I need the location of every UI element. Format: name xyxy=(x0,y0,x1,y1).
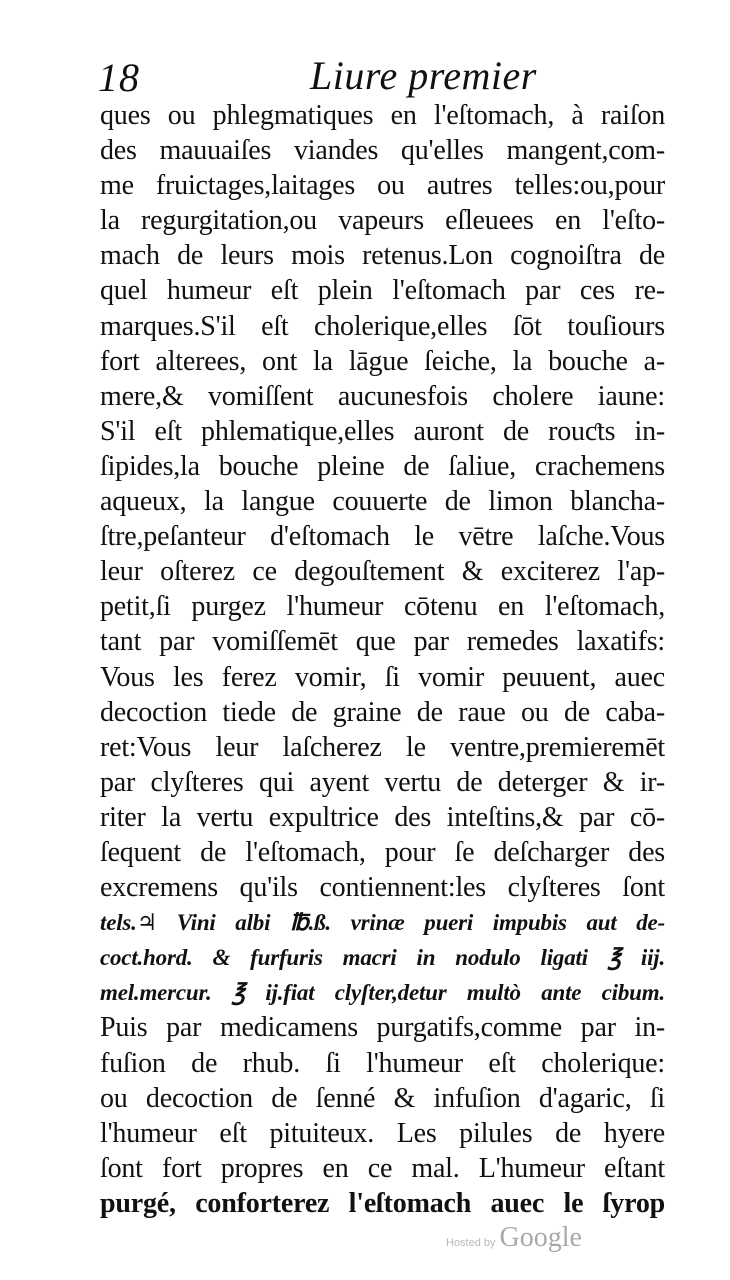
body-text xyxy=(100,98,665,1221)
recipe-line: mel.mercur. ℥ ij.fiat clyſter,detur multò ante cibum. xyxy=(100,980,665,1006)
google-logo: Google xyxy=(499,1222,582,1253)
text-line: purgé, conforterez l'eſtomach auec le ſyrop xyxy=(100,1187,665,1219)
text-line: tant par vomiſſemēt que par remedes laxatifs: xyxy=(100,626,665,658)
text-line: S'il eſt phlematique,elles auront de rouƈts in- xyxy=(100,415,665,447)
text-line: riter la vertu expultrice des inteſtins,& par cō- xyxy=(100,801,665,833)
text-line: fuſion de rhub. ſi l'humeur eſt cholerique: xyxy=(100,1047,665,1079)
text-line: me fruictages,laitages ou autres telles:ou,pour xyxy=(100,170,665,202)
text-line: Puis par medicamens purgatifs,comme par in- xyxy=(100,1012,665,1044)
text-line: la regurgitation,ou vapeurs eſleuees en l'eſto- xyxy=(100,205,665,237)
recipe-line: tels.♃ Vini albi ℔.ß. vrinæ pueri impubis aut de- xyxy=(100,910,665,936)
text-line: ſequent de l'eſtomach, pour ſe deſcharger des xyxy=(100,836,665,868)
text-line: mach de leurs mois retenus.Lon cognoiſtra de xyxy=(100,240,665,272)
text-line: decoction tiede de graine de raue ou de caba- xyxy=(100,696,665,728)
text-line: des mauuaiſes viandes qu'elles mangent,com- xyxy=(100,135,665,167)
text-line: ou decoction de ſenné & infuſion d'agaric, ſi xyxy=(100,1082,665,1114)
text-line: ſipides,la bouche pleine de ſaliue, crachemens xyxy=(100,450,665,482)
text-line: aqueux, la langue couuerte de limon blancha- xyxy=(100,486,665,518)
text-line: ſont fort propres en ce mal. L'humeur eſtant xyxy=(100,1152,665,1184)
page-header xyxy=(98,50,658,100)
text-line: Vous les ferez vomir, ſi vomir peuuent, auec xyxy=(100,661,665,693)
hosted-by-google-watermark xyxy=(446,1222,582,1254)
text-line: leur oſterez ce degouſtement & exciterez l'ap- xyxy=(100,556,665,588)
text-line: ques ou phlegmatiques en l'eſtomach, à raiſon xyxy=(100,100,665,131)
running-title: Liure premier xyxy=(310,53,537,98)
text-line: fort alterees, ont la lāgue ſeiche, la bouche a- xyxy=(100,345,665,377)
text-line: excremens qu'ils contiennent:les clyſteres ſont xyxy=(100,872,665,904)
text-line: mere,& vomiſſent aucunesfois cholere iaune: xyxy=(100,380,665,412)
text-line: petit,ſi purgez l'humeur cōtenu en l'eſtomach, xyxy=(100,591,665,623)
text-line: l'humeur eſt pituiteux. Les pilules de hyere xyxy=(100,1117,665,1149)
watermark-prefix: Hosted by xyxy=(446,1237,496,1249)
page-number: 18 xyxy=(98,55,140,100)
text-line: par clyſteres qui ayent vertu de deterger & ir- xyxy=(100,766,665,798)
text-line: ſtre,peſanteur d'eſtomach le vētre laſche.Vous xyxy=(100,521,665,553)
text-line: ret:Vous leur laſcherez le ventre,premieremēt xyxy=(100,731,665,763)
text-line: marques.S'il eſt cholerique,elles ſōt touſiours xyxy=(100,310,665,342)
text-line: quel humeur eſt plein l'eſtomach par ces re- xyxy=(100,275,665,307)
recipe-line: coct.hord. & furfuris macri in nodulo ligati ℥ iij. xyxy=(100,945,665,971)
